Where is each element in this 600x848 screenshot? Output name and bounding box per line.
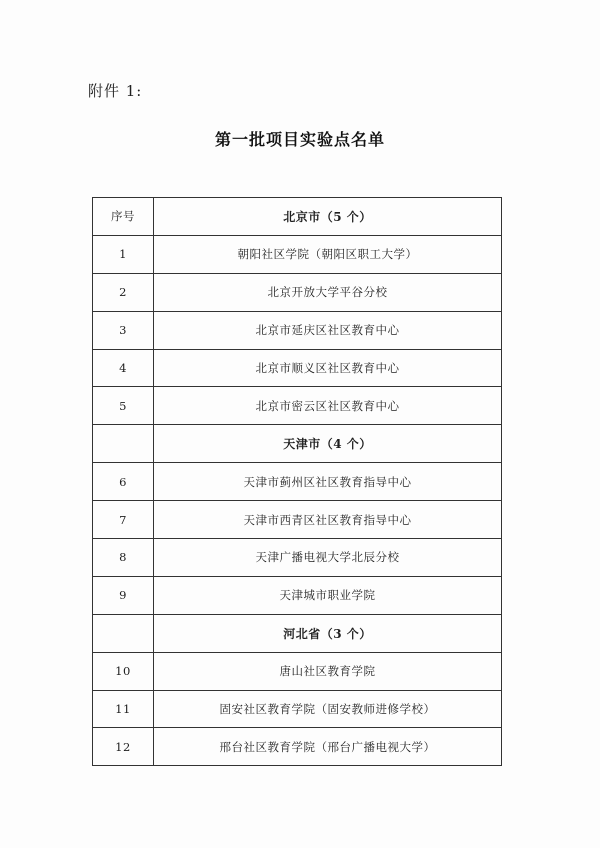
table-row — [93, 576, 502, 614]
row-number: 6 — [93, 463, 154, 501]
row-institution: 北京市密云区社区教育中心 — [154, 387, 502, 425]
table-row — [93, 501, 502, 539]
table-row — [93, 273, 502, 311]
attachment-label: 附件 1: — [88, 82, 143, 100]
row-number: 2 — [93, 273, 154, 311]
row-number: 8 — [93, 539, 154, 577]
row-institution: 天津市蓟州区社区教育指导中心 — [154, 463, 502, 501]
row-institution: 天津广播电视大学北辰分校 — [154, 539, 502, 577]
row-number: 12 — [93, 728, 154, 766]
row-number — [93, 425, 154, 463]
row-institution: 天津城市职业学院 — [154, 576, 502, 614]
row-number — [93, 614, 154, 652]
row-institution: 北京开放大学平谷分校 — [154, 273, 502, 311]
table-row — [93, 311, 502, 349]
row-institution: 北京市延庆区社区教育中心 — [154, 311, 502, 349]
table-row — [93, 728, 502, 766]
header-number: 序号 — [93, 198, 154, 236]
table-row — [93, 539, 502, 577]
table-header-row — [93, 198, 502, 236]
row-institution: 北京市顺义区社区教育中心 — [154, 349, 502, 387]
row-institution: 邢台社区教育学院（邢台广播电视大学） — [154, 728, 502, 766]
row-institution: 朝阳社区学院（朝阳区职工大学） — [154, 235, 502, 273]
row-number: 11 — [93, 690, 154, 728]
row-number: 3 — [93, 311, 154, 349]
row-number: 4 — [93, 349, 154, 387]
region-section-row — [93, 614, 502, 652]
row-number: 9 — [93, 576, 154, 614]
region-heading: 河北省（3 个） — [154, 614, 502, 652]
row-number: 7 — [93, 501, 154, 539]
table-row — [93, 387, 502, 425]
row-institution: 天津市西青区社区教育指导中心 — [154, 501, 502, 539]
row-institution: 唐山社区教育学院 — [154, 652, 502, 690]
table-row — [93, 235, 502, 273]
row-institution: 固安社区教育学院（固安教师进修学校） — [154, 690, 502, 728]
region-section-row — [93, 425, 502, 463]
row-number: 1 — [93, 235, 154, 273]
table-row — [93, 463, 502, 501]
table-row — [93, 652, 502, 690]
row-number: 10 — [93, 652, 154, 690]
pilot-sites-table — [92, 197, 502, 766]
document-title: 第一批项目实验点名单 — [214, 130, 385, 149]
region-heading: 天津市（4 个） — [154, 425, 502, 463]
table-row — [93, 349, 502, 387]
header-region: 北京市（5 个） — [154, 198, 502, 236]
row-number: 5 — [93, 387, 154, 425]
table-row — [93, 690, 502, 728]
